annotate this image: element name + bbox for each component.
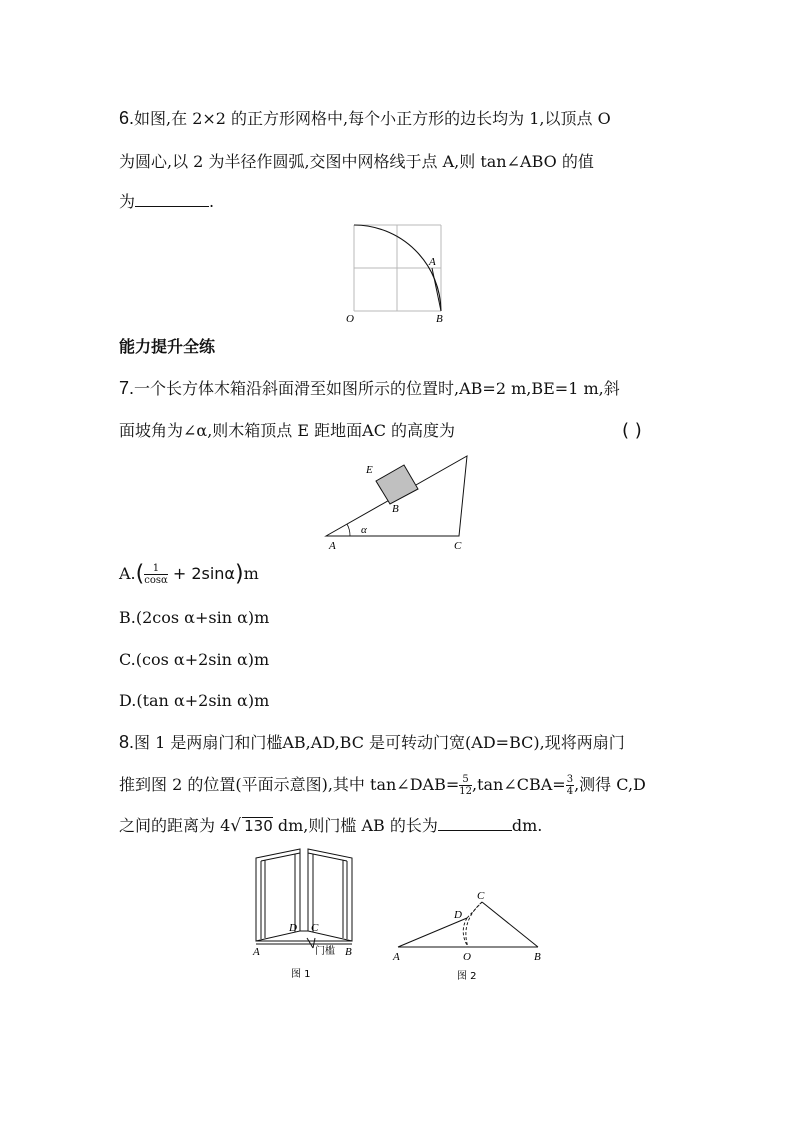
q8-frac2-den: 4 — [566, 786, 574, 797]
q7-option-a-label: A. — [119, 564, 136, 583]
q7-label-b: B — [392, 503, 399, 515]
q7-option-a-den: cosα — [144, 575, 168, 586]
q8-answer-blank[interactable] — [438, 816, 512, 831]
q8-fig2-label-c: C — [477, 890, 485, 902]
q8-text1: 图 1 是两扇门和门槛AB,AD,BC 是可转动门宽(AD=BC),现将两扇门 — [134, 733, 625, 752]
q8-fig2-caption: 图 2 — [457, 971, 477, 982]
q7-answer-paren[interactable]: ( ) — [622, 420, 642, 441]
q7-figure — [320, 452, 480, 552]
q8-line1 — [119, 732, 625, 753]
q6-text3-end: . — [209, 192, 215, 211]
q7-option-d[interactable]: D.(tan α+2sin α)m — [119, 691, 270, 710]
q8-fig1-label-d: D — [289, 922, 297, 934]
q8-fig2-label-a: A — [393, 951, 400, 963]
q6-line1 — [119, 108, 611, 129]
q7-text1: 一个长方体木箱沿斜面滑至如图所示的位置时,AB=2 m,BE=1 m,斜 — [134, 379, 620, 398]
q7-option-a-lparen: ( — [135, 561, 145, 587]
q8-fig1-caption: 图 1 — [291, 969, 311, 980]
q8-line2 — [119, 774, 646, 797]
q8-frac1-den: 12 — [459, 786, 472, 797]
q8-frac1 — [459, 774, 472, 797]
q8-figure-2 — [388, 886, 548, 986]
q8-text3a: 之间的距离为 4 — [119, 816, 231, 835]
q7-angle-mark — [347, 524, 350, 536]
q7-label-e: E — [366, 464, 373, 476]
q7-option-a-rest: + 2sinα — [167, 564, 235, 583]
q7-option-a-frac — [144, 563, 168, 586]
q8-fig2-label-b: B — [534, 951, 541, 963]
q7-option-c[interactable]: C.(cos α+2sin α)m — [119, 650, 270, 669]
q7-line1 — [119, 378, 620, 399]
q6-figure — [340, 218, 452, 326]
q8-fig2-label-o: O — [463, 951, 471, 963]
q6-line3 — [119, 192, 214, 212]
q8-sqrt-value: 130 — [244, 817, 273, 835]
q7-box — [376, 465, 418, 504]
q7-label-alpha: α — [361, 524, 367, 536]
q7-option-b[interactable]: B.(2cos α+sin α)m — [119, 608, 270, 627]
q8-line3 — [119, 816, 542, 836]
q7-label-c: C — [454, 540, 462, 552]
q8-text3c: dm. — [511, 816, 543, 835]
q6-line2: 为圆心,以 2 为半径作圆弧,交图中网格线于点 A,则 tan∠ABO 的值 — [119, 152, 594, 171]
q6-label-a: A — [429, 256, 436, 268]
q8-fig1-label-b: B — [345, 946, 352, 958]
q8-fig1-label-a: A — [253, 946, 260, 958]
section-heading: 能力提升全练 — [119, 337, 216, 356]
q8-fig1-threshold-label: 门槛 — [315, 946, 335, 957]
q8-text2a: 推到图 2 的位置(平面示意图),其中 tan∠DAB= — [119, 775, 460, 794]
q6-answer-blank[interactable] — [135, 192, 209, 207]
q8-text3b: dm,则门槛 AB 的长为 — [272, 816, 438, 835]
q8-figure-1 — [245, 846, 375, 986]
q6-text3: 为 — [119, 192, 136, 211]
q6-label-o: O — [346, 313, 354, 325]
q8-text2b: ,tan∠CBA= — [471, 775, 566, 794]
q6-number: 6. — [119, 108, 135, 128]
q7-option-a[interactable] — [119, 563, 259, 586]
q8-frac1-num: 5 — [459, 774, 472, 786]
q8-fig1-label-c: C — [311, 922, 319, 934]
q7-option-a-rparen: ) — [234, 561, 244, 587]
q8-frac2 — [566, 774, 574, 797]
q7-label-a: A — [329, 540, 336, 552]
q7-line2: 面坡角为∠α,则木箱顶点 E 距地面AC 的高度为 — [119, 421, 456, 440]
q6-label-b: B — [436, 313, 443, 325]
q8-frac2-num: 3 — [566, 774, 574, 785]
q7-option-a-unit: m — [243, 564, 259, 583]
q6-text1: 如图,在 2×2 的正方形网格中,每个小正方形的边长均为 1,以顶点 O — [134, 109, 611, 128]
q7-option-a-num: 1 — [144, 563, 168, 575]
q8-sqrt-sign: √ — [230, 816, 242, 836]
q7-number: 7. — [119, 378, 135, 398]
q6-segment-ab — [432, 268, 441, 311]
q8-number: 8. — [119, 732, 135, 752]
q8-text2c: ,测得 C,D — [574, 775, 646, 794]
q8-fig2-label-d: D — [454, 909, 462, 921]
